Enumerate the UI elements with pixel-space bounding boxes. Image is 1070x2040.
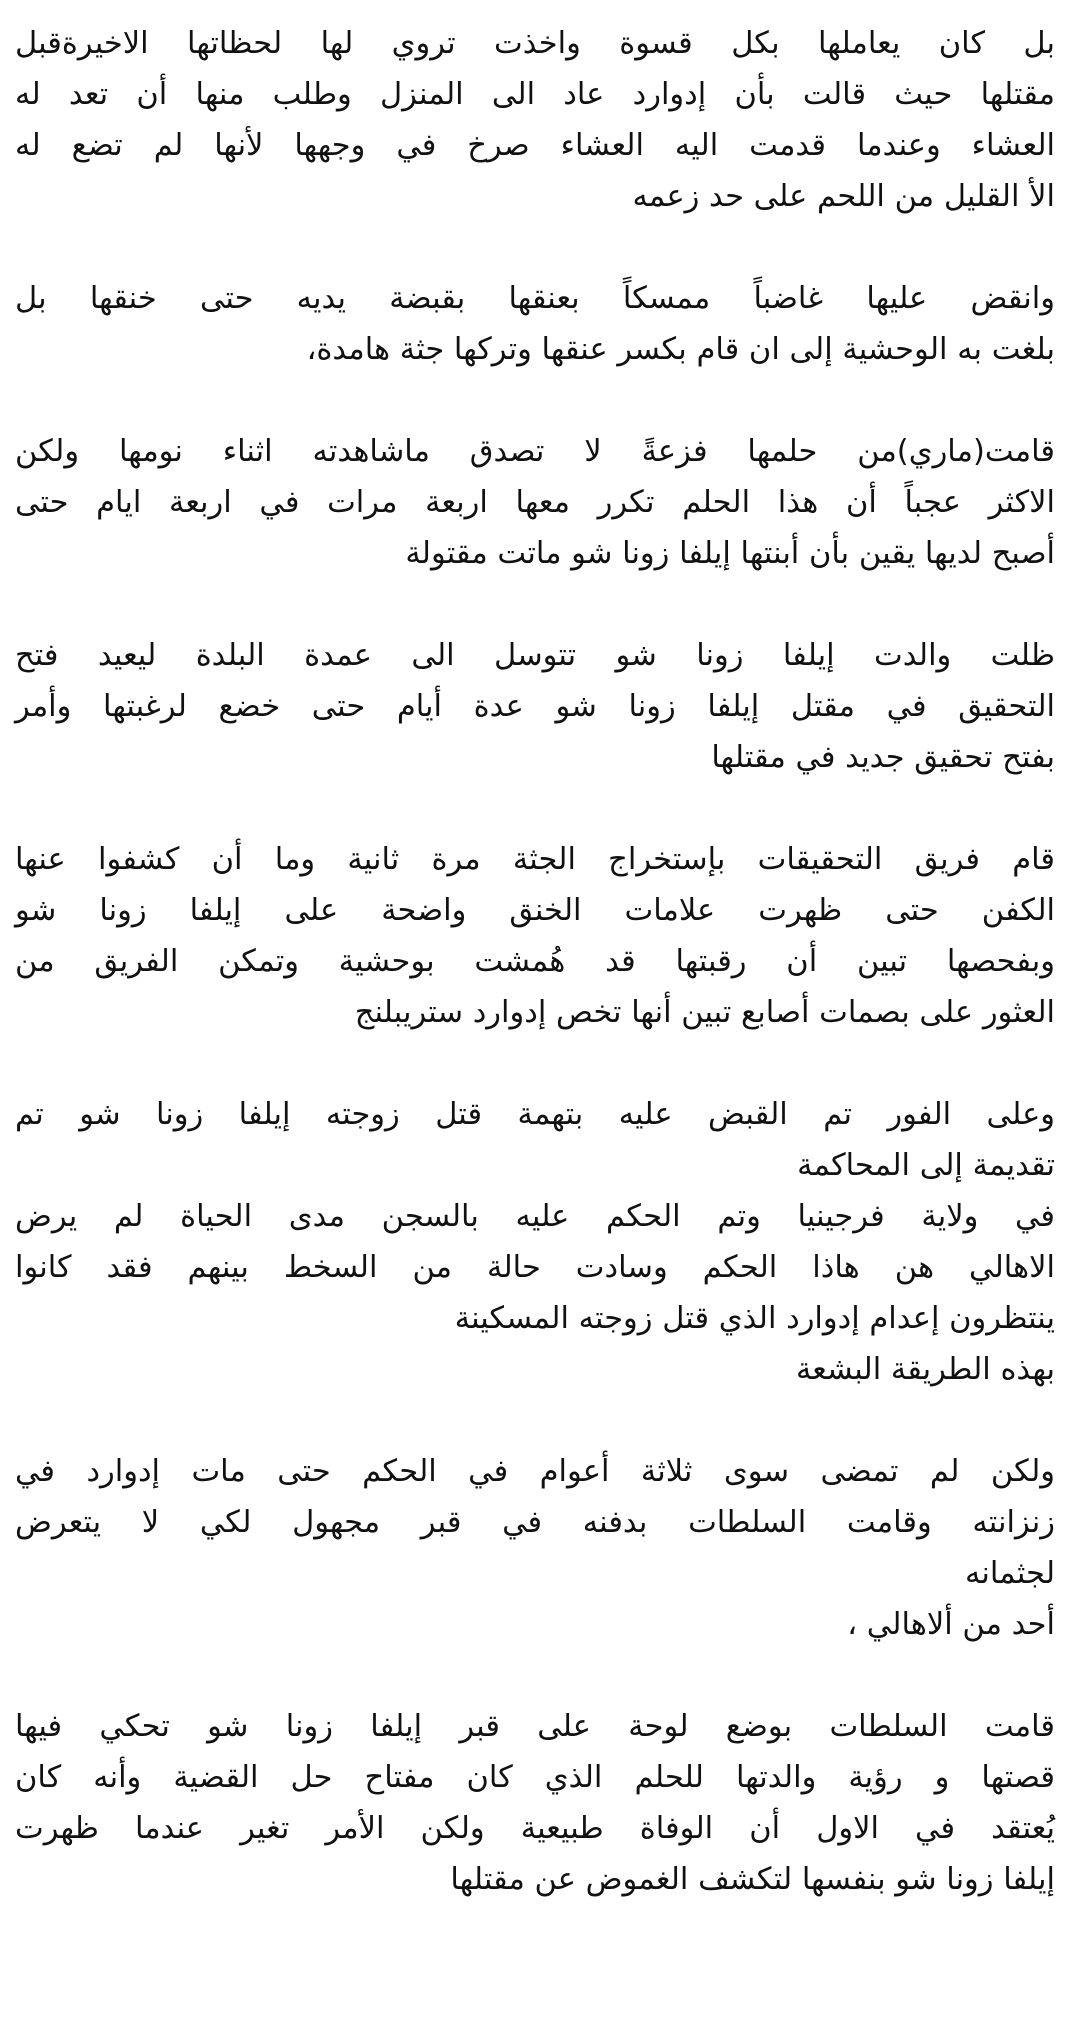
text-line: الأ القليل من اللحم على حد زعمه bbox=[632, 179, 1055, 214]
text-line: العثور على بصمات أصابع تبين أنها تخص إدوارد ستريبلنج bbox=[354, 995, 1055, 1030]
paragraph-7 bbox=[15, 1446, 1055, 1650]
text-line: الكفن حتى ظهرت علامات الخنق واضحة على إيلفا زونا شو bbox=[15, 893, 1055, 928]
text-line: التحقيق في مقتل إيلفا زونا شو عدة أيام حتى خضع لرغبتها وأمر bbox=[15, 689, 1055, 724]
text-line: مقتلها حيث قالت بأن إدوارد عاد الى المنزل وطلب منها أن تعد له bbox=[15, 77, 1055, 112]
text-line: قامت السلطات بوضع لوحة على قبر إيلفا زونا شو تحكي فيها bbox=[15, 1709, 1055, 1744]
paragraph-5 bbox=[15, 834, 1055, 1038]
text-line: الاهالي هن هاذا الحكم وسادت حالة من السخط بينهم فقد كانوا bbox=[15, 1250, 1055, 1285]
text-line: أصبح لديها يقين بأن أبنتها إيلفا زونا شو ماتت مقتولة bbox=[405, 536, 1055, 571]
text-line: ولكن لم تمضى سوى ثلاثة أعوام في الحكم حتى مات إدوارد في bbox=[15, 1454, 1055, 1489]
text-line: قامت(ماري)من حلمها فزعةً لا تصدق ماشاهدته اثناء نومها ولكن bbox=[15, 434, 1055, 469]
text-line: وانقض عليها غاضباً ممسكاً بعنقها بقبضة يديه حتى خنقها بل bbox=[15, 281, 1055, 316]
paragraph-3 bbox=[15, 426, 1055, 579]
paragraph-2 bbox=[15, 273, 1055, 375]
paragraph-1 bbox=[15, 18, 1055, 222]
text-line: بلغت به الوحشية إلى ان قام بكسر عنقها وتركها جثة هامدة، bbox=[306, 332, 1055, 367]
paragraph-6 bbox=[15, 1089, 1055, 1395]
text-line: بهذه الطريقة البشعة bbox=[795, 1352, 1055, 1387]
text-line: تقديمة إلى المحاكمة bbox=[797, 1148, 1055, 1183]
text-line: يُعتقد في الاول أن الوفاة طبيعية ولكن الأمر تغير عندما ظهرت bbox=[15, 1811, 1055, 1846]
text-line: العشاء وعندما قدمت اليه العشاء صرخ في وجهها لأنها لم تضع له bbox=[15, 128, 1055, 163]
text-line: قام فريق التحقيقات بإستخراج الجثة مرة ثانية وما أن كشفوا عنها bbox=[15, 842, 1055, 877]
text-line: ينتظرون إعدام إدوارد الذي قتل زوجته المسكينة bbox=[454, 1301, 1055, 1336]
text-line: الاكثر عجباً أن هذا الحلم تكرر معها اربعة مرات في اربعة ايام حتى bbox=[15, 485, 1055, 520]
paragraph-4 bbox=[15, 630, 1055, 783]
paragraph-8 bbox=[15, 1701, 1055, 1905]
text-line: زنزانته وقامت السلطات بدفنه في قبر مجهول لكي لا يتعرض bbox=[15, 1505, 1055, 1540]
text-line: بفتح تحقيق جديد في مقتلها bbox=[711, 740, 1055, 775]
text-line: أحد من ألاهالي ، bbox=[847, 1607, 1055, 1642]
text-line: إيلفا زونا شو بنفسها لتكشف الغموض عن مقتلها bbox=[450, 1862, 1055, 1897]
text-line: في ولاية فرجينيا وتم الحكم عليه بالسجن مدى الحياة لم يرض bbox=[15, 1199, 1055, 1234]
text-line: قصتها و رؤية والدتها للحلم الذي كان مفتاح حل القضية وأنه كان bbox=[15, 1760, 1055, 1795]
text-line: لجثمانه bbox=[965, 1556, 1055, 1591]
text-line: ظلت والدت إيلفا زونا شو تتوسل الى عمدة البلدة ليعيد فتح bbox=[15, 638, 1055, 673]
text-line: بل كان يعاملها بكل قسوة واخذت تروي لها لحظاتها الاخيرةقبل bbox=[15, 26, 1055, 61]
text-line: وبفحصها تبين أن رقبتها قد هُمشت بوحشية وتمكن الفريق من bbox=[15, 944, 1055, 979]
text-line: وعلى الفور تم القبض عليه بتهمة قتل زوجته إيلفا زونا شو تم bbox=[15, 1097, 1055, 1132]
